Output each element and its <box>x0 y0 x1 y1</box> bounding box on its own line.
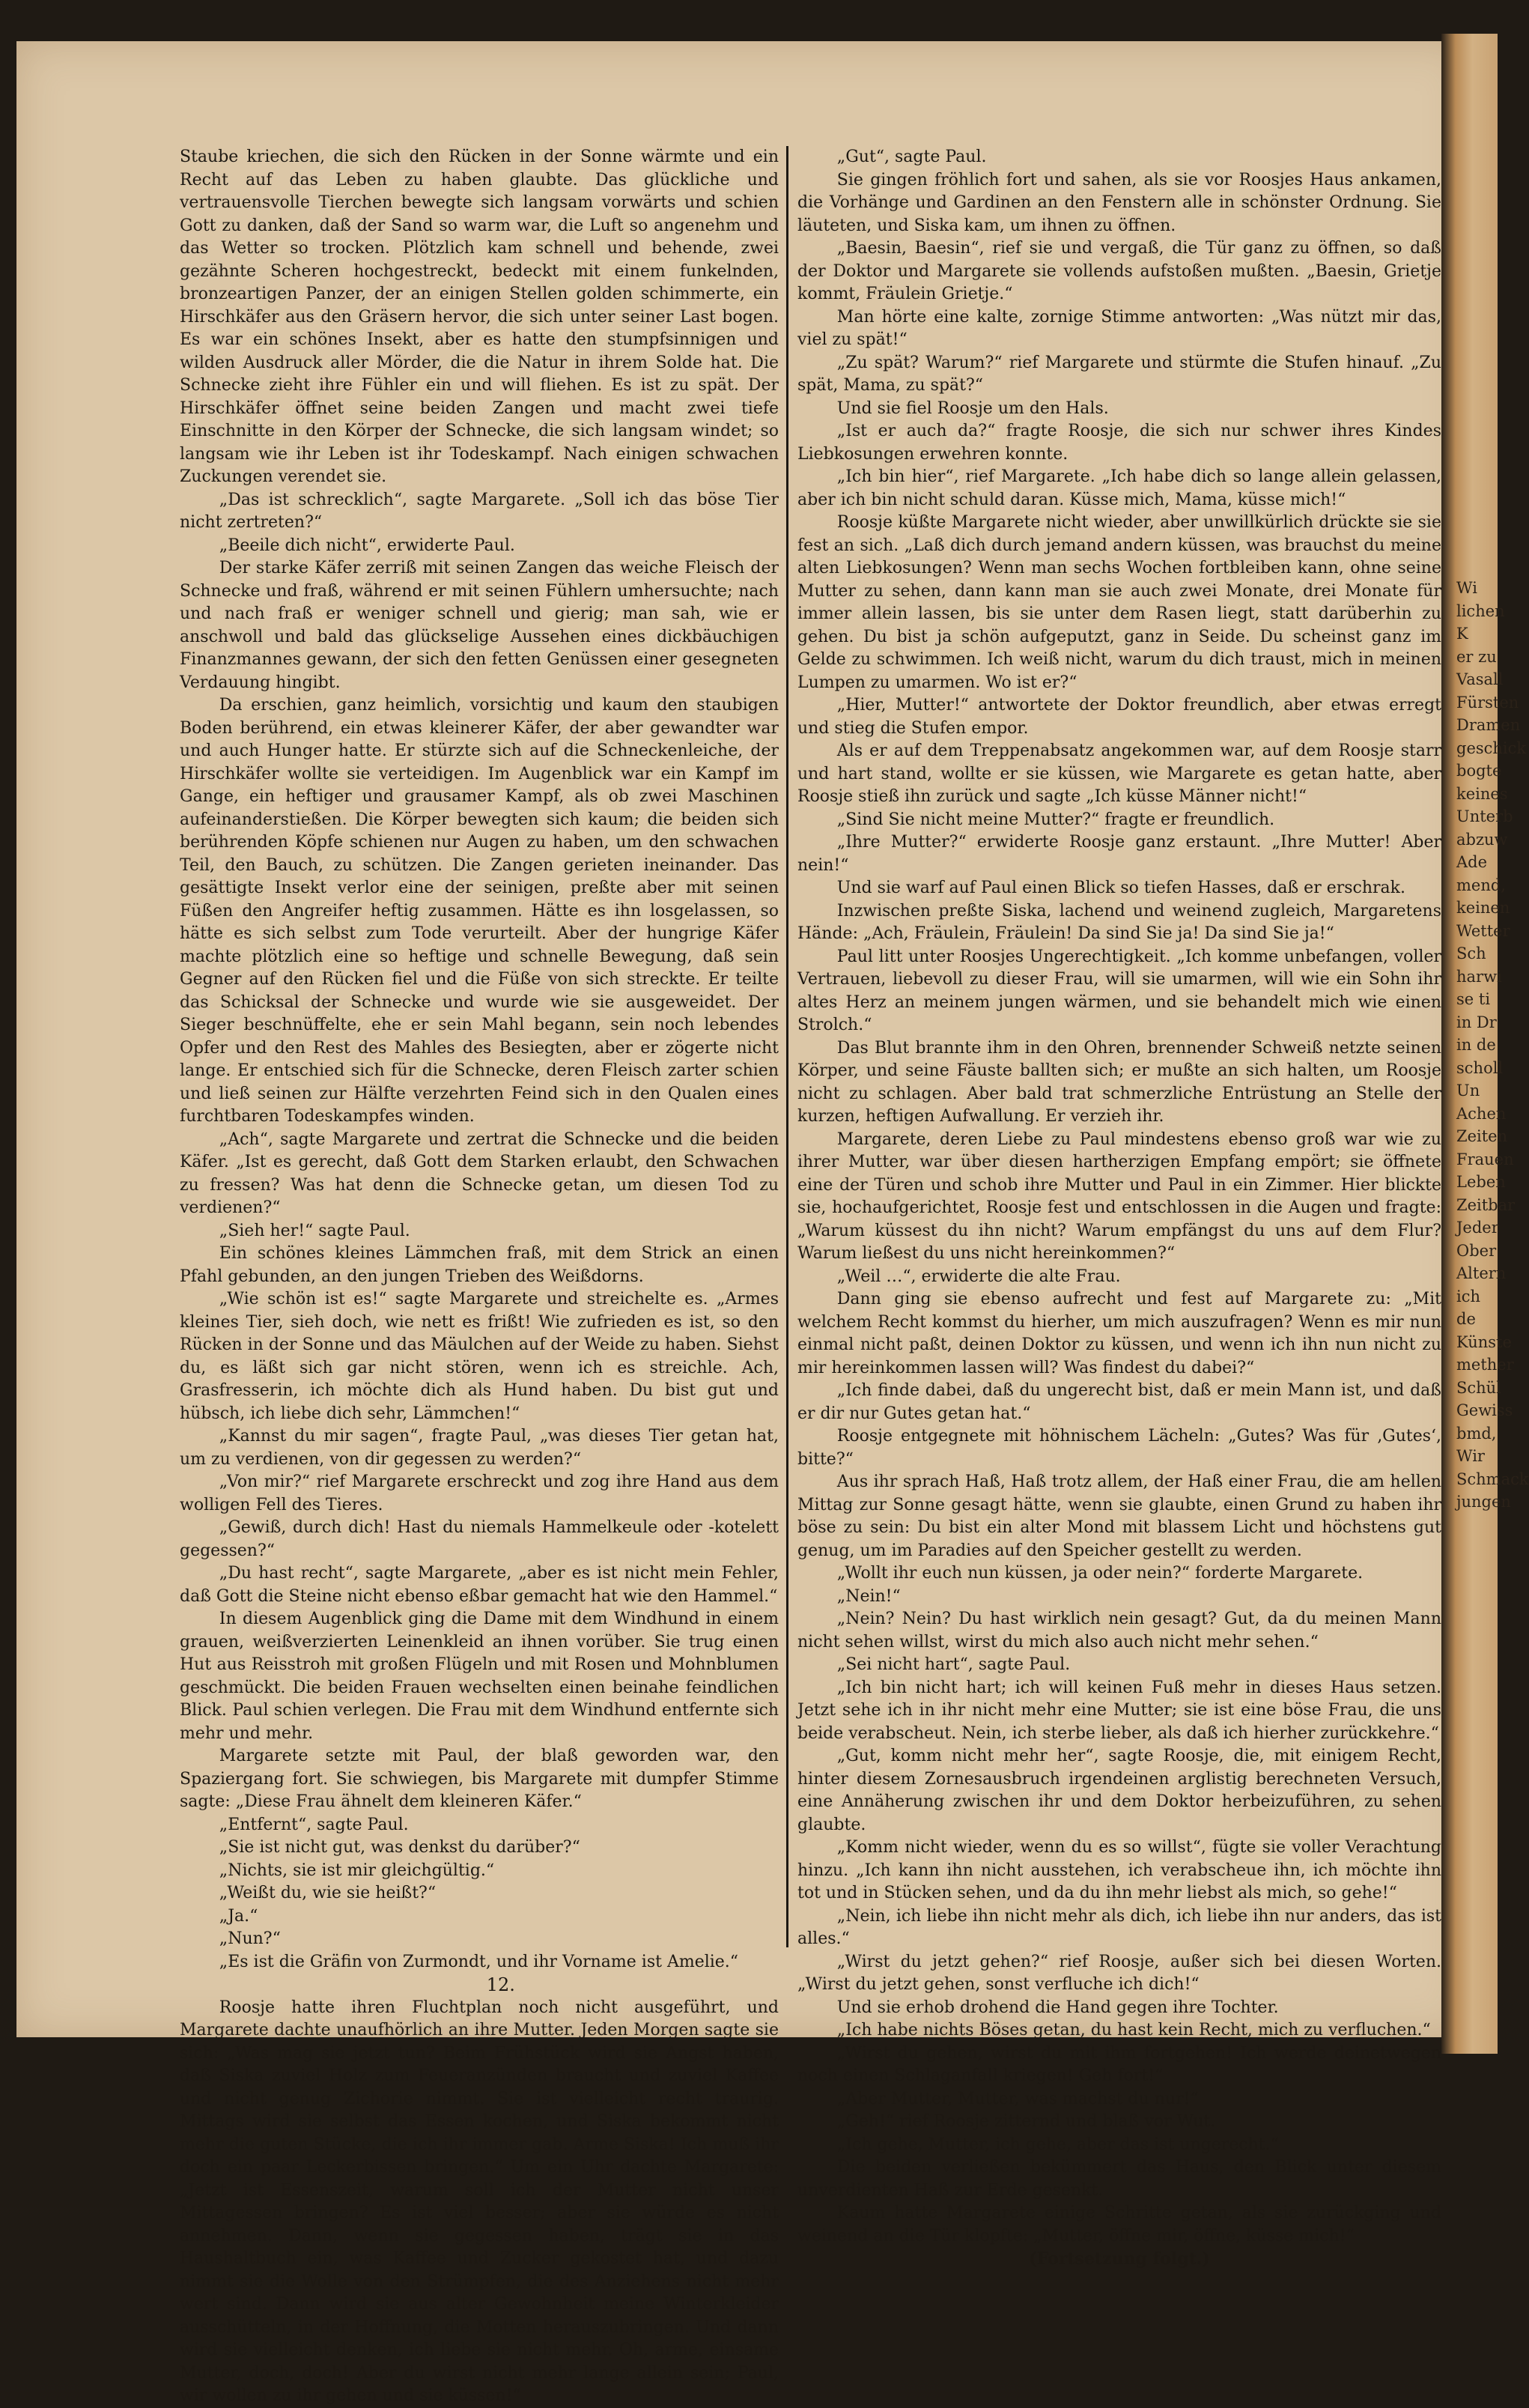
next-page-fragment: Sch <box>1456 944 1486 962</box>
next-page-fragment: Zeitbar <box>1456 1195 1516 1214</box>
paragraph: „Ich habe nichts Böses getan, du hast kein Recht, mich zu verfluchen.“ <box>836 2021 1431 2039</box>
paragraph: Staube kriechen, die sich den Rücken in der Sonne wärmte und ein Recht auf das Leben zu haben glaubte. Das glückliche und vertrauensvolle Tierchen bewegte sich langsam vorwärts und schien Gott zu danken, daß der Sand so warm war, die Luft so angenehm und das Wetter so trocken. Plötzlich kam schnell und behende, zwei gezähnte Scheren hochgestreckt, bedeckt mit einem funkelnden, bronzeartigen Panzer, der an einigen Stellen golden schimmerte, ein Hirschkäfer aus den Gräsern hervor, die sich unter seiner Last bogen. Es war ein schönes Insekt, aber es hatte den stumpfsinnigen und wilden Ausdruck aller Mörder, die die Natur in ihrem Solde hat. Die Schnecke zieht ihre Fühler ein und will fliehen. Es ist zu spät. Der Hirschkäfer öffnet seine beiden Zangen und macht zwei tiefe Einschnitte in den Körper der Schnecke, die sich langsam windet; so langsam wie ihr Leben ist ihr Todeskampf. Nach einigen schwachen Zuckungen verendet sie. <box>180 148 779 486</box>
paragraph: Und sie erhob drohend die Hand gegen ihre Tochter. <box>836 1998 1279 2017</box>
paragraph: „Hier, Mutter!“ antwortete der Doktor freundlich, aber etwas erregt und stieg die Stufen empor. <box>797 696 1441 738</box>
paragraph: Und sie fiel Roosje um den Hals. <box>836 398 1109 418</box>
paragraph: „Ja.“ <box>219 1906 258 1926</box>
paragraph: „Beeile dich nicht“, erwiderte Paul. <box>219 536 515 555</box>
paragraph: „Ihre Mutter?“ erwiderte Roosje ganz erstaunt. „Ihre Mutter! Aber nein!“ <box>797 833 1441 875</box>
next-page-fragment: scholl <box>1456 1058 1504 1077</box>
next-page-fragment: Leben <box>1456 1173 1506 1191</box>
next-page-fragment: in Dr <box>1456 1013 1497 1031</box>
paragraph: „Gut, komm nicht mehr her“, sagte Roosje, die, mit einigem Recht, hinter diesem Zornesausbruch irgendeinen arglistig berechneten Versuch, eine Annäherung zwischen ihr und dem Doktor herbeizuführen, zu sehen glaubte. <box>797 1747 1441 1834</box>
next-page-fragment: mether <box>1456 1356 1514 1374</box>
paragraph: „Wollt ihr euch nun küssen, ja oder nein?“ forderte Margarete. <box>836 1564 1364 1583</box>
paragraph: „Das ist schrecklich“, sagte Margarete. „Soll ich das böse Tier nicht zertreten?“ <box>180 490 779 532</box>
left-column <box>180 146 779 2408</box>
paragraph: „Sind Sie nicht meine Mutter?“ fragte er freundlich. <box>836 810 1275 829</box>
paragraph: „Es ist die Gräfin von Zurmondt, und ihr Vorname ist Amelie.“ <box>219 1952 739 1971</box>
paragraph: Das Blut brannte ihm in den Ohren, brennender Schweiß netzte seinen Körper, und seine Fäuste ballten sich; er mußte an sich halten, um Roosje nicht zu schlagen. Aber bald trat schmerzliche Entrüstung an Stelle der kurzen, heftigen Aufwallung. Er verzieh ihr. <box>797 1038 1441 1126</box>
next-page-fragment: Fürsten <box>1456 693 1519 712</box>
chapter-number: 12. <box>486 1974 515 1995</box>
paragraph: „Ich bin hier“, rief Margarete. „Ich habe dich so lange allein gelassen, aber ich bin nicht schuld daran. Küsse mich, Mama, küsse mich!“ <box>797 467 1441 509</box>
next-page-edge <box>1456 577 1529 1775</box>
next-page-fragment: Schül <box>1456 1378 1501 1397</box>
paragraph: „Nein, ich liebe ihn nicht mehr als dich, ich liebe ihn nur anders, das ist alles.“ <box>797 1906 1441 1948</box>
paragraph: „Ist er auch da?“ fragte Roosje, die sich nur schwer ihres Kindes Liebkosungen erwehren konnte. <box>797 422 1441 464</box>
next-page-fragment: er zu <box>1456 647 1497 666</box>
paragraph: „Sei nicht hart“, sagte Paul. <box>836 1655 1071 1674</box>
next-page-fragment: Ober <box>1456 1241 1497 1260</box>
next-page-fragment: keines <box>1456 784 1508 803</box>
paragraph: Inzwischen preßte Siska, lachend und weinend zugleich, Margaretens Hände: „Ach, Fräulein, Fräulein! Da sind Sie ja! Da sind Sie ja!“ <box>797 901 1441 943</box>
next-page-fragment: bmd, <box>1456 1424 1497 1443</box>
next-page-fragment: Vasall <box>1456 670 1504 688</box>
paragraph: „Weißt du, wie sie heißt?“ <box>219 1884 437 1902</box>
next-page-fragment: Gewiss <box>1456 1401 1513 1419</box>
next-page-fragment: mend, <box>1456 876 1506 894</box>
next-page-fragment: geschick <box>1456 739 1527 757</box>
next-page-fragment: Un <box>1456 1082 1480 1100</box>
next-page-fragment: Achen <box>1456 1104 1507 1123</box>
paragraph: „Kannst du mir sagen“, fragte Paul, „was dieses Tier getan hat, um zu verdienen, von dir gegessen zu werden?“ <box>180 1427 779 1469</box>
paragraph: „Wirst du gehen, wirst du mit ihm fortgehen! Ich werde deinetwegen noch einen Schlaganfall kriegen! Geh fort!“ <box>797 2043 1441 2085</box>
next-page-fragment: Wir <box>1456 1447 1485 1465</box>
paragraph: Man hörte eine kalte, zornige Stimme antworten: „Was nützt mir das, viel zu spät!“ <box>797 307 1441 349</box>
next-page-fragment: keinen <box>1456 899 1510 917</box>
next-page-fragment: Unterb <box>1456 807 1513 825</box>
next-page-fragment: Wi <box>1456 579 1477 597</box>
paragraph: „Sie ist nicht gut, was denkst du darüber?“ <box>219 1838 580 1857</box>
paragraph: „Nein? Nein? Du hast wirklich nein gesagt? Gut, da du meinen Mann nicht sehen willst, wirst du mich also auch nicht mehr sehen.“ <box>797 1610 1441 1652</box>
paragraph: Ein schönes kleines Lämmchen fraß, mit dem Strick an einen Pfahl gebunden, an den jungen Trieben des Weißdorns. <box>180 1244 779 1286</box>
next-page-fragment: Jeder <box>1456 1219 1499 1237</box>
paragraph: Und sie warf auf Paul einen Blick so tiefen Hasses, daß er erschrak. <box>836 879 1405 897</box>
next-page-fragment: in de <box>1456 1036 1496 1054</box>
next-page-fragment: se ti <box>1456 990 1491 1008</box>
next-page-fragment: Zeiten <box>1456 1127 1508 1145</box>
next-page-fragment: Altern <box>1456 1264 1507 1282</box>
paragraph: „Nun?“ <box>219 1929 281 1948</box>
next-page-fragment: Wetter <box>1456 921 1510 940</box>
next-page-fragment: bogte <box>1456 762 1502 780</box>
paragraph: „Zu spät? Warum?“ rief Margarete und stürmte die Stufen hinauf. „Zu spät, Mama, zu spät?“ <box>797 353 1441 395</box>
paragraph: „Gut“, sagte Paul. <box>836 148 987 166</box>
paragraph: „Gewiß, durch dich! Hast du niemals Hammelkeule oder -kotelett gegessen?“ <box>180 1518 779 1560</box>
paragraph: Dann ging sie ebenso aufrecht und fest auf Margarete zu: „Mit welchem Recht kommst du hierher, um mich auszufragen? Wenn es mir nun einmal nicht paßt, deinen Doktor zu küssen, und wenn ich ihn nun nicht zu mir hereinkommen lassen will? Was findest du dabei?“ <box>797 1290 1441 1377</box>
continuation-note: (Fortsetzung folgt.) <box>1029 2249 1210 2269</box>
paragraph: „Du hast recht“, sagte Margarete, „aber es ist nicht mein Fehler, daß Gott die Steine nicht ebenso eßbar gemacht hat wie den Hammel.“ <box>180 1564 779 1606</box>
paragraph: Roosje küßte Margarete nicht wieder, aber unwillkürlich drückte sie sie fest an sich. „Laß dich durch jemand andern küssen, was brauchst du meine alten Liebkosungen? Wenn man sechs Wochen fortbleiben kann, ohne seine Mutter zu sehen, dann kann man sie auch zwei Monate, drei Monate für immer allein lassen, bis sie unter dem Rasen liegt, statt darüberhin zu gehen. Du bist ja schön aufgeputzt, ganz in Seide. Du scheinst ganz im Gelde zu schwimmen. Ich weiß nicht, warum du dich traust, mich in meinen Lumpen zu umarmen. Wo ist er?“ <box>797 513 1441 692</box>
paragraph: Margarete setzte mit Paul, der blaß geworden war, den Spaziergang fort. Sie schwiegen, bis Margarete mit dumpfer Stimme sagte: „Diese Frau ähnelt dem kleineren Käfer.“ <box>180 1747 779 1811</box>
paragraph: „Von mir?“ rief Margarete erschreckt und zog ihre Hand aus dem wolligen Fell des Tieres. <box>180 1473 779 1514</box>
paragraph: Da erschien, ganz heimlich, vorsichtig und kaum den staubigen Boden berührend, ein etwas kleinerer Käfer, der aber gewandter war und auch Hunger hatte. Er stürzte sich auf die Schneckenleiche, der Hirschkäfer wollte sie verteidigen. Im Augenblick war ein Kampf im Gange, ein heftiger und grausamer Kampf, als ob zwei Maschinen aufeinanderstießen. Die Körper bewegten sich kaum; die beiden sich berührenden Köpfe schienen nur Augen zu haben, um den schwachen Teil, den Bauch, zu schützen. Die Zangen gerieten ineinander. Das gesättigte Insekt verlor eine der seinigen, preßte aber mit seinen Füßen den Angreifer heftig zusammen. Hätte es ihn losgelassen, so hätte es sich selbst zum Tode verurteilt. Aber der hungrige Käfer machte plötzlich eine so heftige und schnelle Bewegung, daß sein Gegner auf den Rücken fiel und die Füße von sich streckte. Er teilte das Schicksal der Schnecke und wurde wie sie ausgeweidet. Der Sieger beschnüffelte, ehe er sein Mahl begann, sein noch lebendes Opfer und den Rest des Mahles des Besiegten, aber er zögerte nicht lange. Er entschied sich für die Schnecke, deren Fleisch zarter schien und ließ seinen zur Hälfte verzehrten Feind sich in den Qualen eines furchtbaren Todeskampfes winden. <box>180 696 779 1126</box>
paragraph: „Ich bin nicht hart; ich will keinen Fuß mehr in dieses Haus setzen. Jetzt sehe ich in ihr nicht mehr eine Mutter; sie ist eine böse Frau, die uns beide verabscheut. Nein, ich sterbe lieber, als daß ich hierher zurückkehre.“ <box>797 1678 1441 1743</box>
paragraph: Der starke Käfer zerriß mit seinen Zangen das weiche Fleisch der Schnecke und fraß, während er mit seinen Fühlern umhersuchte; nach und nach fraß er weniger schnell und gierig; man sah, wie er anschwoll und bald das glückselige Aussehen eines dickbäuchigen Finanzmannes gewann, der sich den fetten Genüssen einer gesegneten Verdauung hingibt. <box>180 559 779 692</box>
paragraph: Kaum hatte Margarete einige Schritte getan, als sie zurückging und weinend an die Tür klopfte: „Mutter, öffne mir, öffne, küsse mich!“ <box>797 2204 1441 2245</box>
paragraph: In diesem Augenblick ging die Dame mit dem Windhund in einem grauen, weißverzierten Leinenkleid an ihnen vorüber. Sie trug einen Hut aus Reisstroh mit großen Flügeln und mit Rosen und Mohnblumen geschmückt. Die beiden Frauen wechselten einen beinahe feindlichen Blick. Paul schien verlegen. Die Frau mit dem Windhund entfernte sich mehr und mehr. <box>180 1610 779 1743</box>
next-page-fragment: ich de <box>1456 1287 1481 1328</box>
paragraph: Die beiden verließen bekümmert das Haus, den Blick unter diesem unverdienten Haß zur Erde gesenkt. <box>797 2158 1441 2200</box>
paragraph: Margarete, deren Liebe zu Paul mindestens ebenso groß war wie zu ihrer Mutter, war über diesen hartherzigen Empfang empört; sie öffnete eine der Türen und schob ihre Mutter und Paul in ein Zimmer. Hier blickte sie, hochaufgerichtet, Roosje fest und entschlossen in die Augen und fragte: „Warum küssest du ihn nicht? Warum empfängst du uns auf dem Flur? Warum ließest du uns nicht hereinkommen?“ <box>797 1129 1441 1263</box>
paragraph: Paul litt unter Roosjes Ungerechtigkeit. „Ich komme unbefangen, voller Vertrauen, liebevoll zu dieser Frau, will sie umarmen, will wie ein Sohn ihr altes Herz an meinem jungen wärmen, und sie behandelt mich wie einen Strolch.“ <box>797 947 1441 1034</box>
next-page-fragment: jungen <box>1456 1493 1511 1511</box>
paragraph: „Nein!“ <box>836 1586 901 1606</box>
paragraph: „Ach“, sagte Margarete und zertrat die Schnecke und die beiden Käfer. „Ist es gerecht, daß Gott dem Starken erlaubt, den Schwachen zu fressen? Was hat denn die Schnecke getan, um diesen Tod zu verdienen?“ <box>180 1129 779 1217</box>
paragraph: „Nichts, sie ist mir gleichgültig.“ <box>219 1860 495 1880</box>
next-page-fragment: Schmack <box>1456 1470 1529 1488</box>
paragraph: „Ich gehe, Mutter, ich gehe, aber das ist ungerecht.“ <box>836 2135 1279 2154</box>
next-page-fragment: abzuw <box>1456 830 1508 849</box>
paragraph: Aus ihr sprach Haß, Haß trotz allem, der Haß einer Frau, die am hellen Mittag zur Sonne gesagt hätte, wenn sie glaubte, einen Grund zu haben ihr böse zu sein: Du bist ein alter Mond mit blassem Licht und höchstens gut genug, um im Paradies auf den Speicher gestellt zu werden. <box>797 1473 1441 1560</box>
paragraph: „Weil …“, erwiderte die alte Frau. <box>836 1267 1121 1286</box>
next-page-fragment: lichen K <box>1456 601 1505 643</box>
paragraph: „Entfernt“, sagte Paul. <box>219 1815 409 1834</box>
column-rule <box>786 146 788 1947</box>
paragraph: „Komm nicht wieder, wenn du es so willst“, fügte sie voller Verachtung hinzu. „Ich kann ihn nicht ausstehen, ich verabscheue ihn, ich möchte ihn tot und in Stücken sehen, und da du ihn mehr liebst als mich, so gehe!“ <box>797 1838 1441 1902</box>
next-page-fragment: harwi <box>1456 967 1502 986</box>
next-page-fragment: Künste <box>1456 1332 1512 1351</box>
paragraph: „Sieh her!“ sagte Paul. <box>219 1221 410 1240</box>
paragraph: Roosje hatte ihren Fluchtplan noch nicht ausgeführt, und Margarete dachte unaufhörlich an ihre Mutter. Jeden Morgen sagte sie sich: „Was mag sie jetzt tun? Beim Frühstück wird sie Angst haben, daß Siska zuviel Holz zum Feueranzünden braucht und zuviel Kaffee und nicht genug Zichorie nimmt. Sie ist vielleicht recht traurig. Mittags wird sie selbst das Essen kochen, und Siska bekommt nicht mehr die guten Stücke, die ich ihr immer gab. Arme Siska! Ich muß ihr doch ein paar Leckerbissen bringen.“ Um ein Uhr dachte Margarete: „Jetzt ist Essenszeit, warum soll ich der Mutter nicht unser Mittagessen bringen? Es ist viel besser; aber sie würde es nicht annehmen. Dann, wenn sie gegessen haben, trägt sie in das Haushaltbuch ein, was Kaffee und Zucker gekostet hat, und dazu nimmt sie die Wolle von den Strümpfen, die des Anziehens nicht mehr wert sind. Dann wird sie aus alter Gewohnheit meine Winterkleider ausschütteln, in der Hoffnung, die Motten herauszubringen. Und dann wird sie vielleicht denken, ich liebe sie nicht mehr. Oh, arme, einsame Mutter, doch, doch! Aber du wirst nicht mehr lange allein sein; Paul, wir wollen zu ihr gehen und sie küssen!“ <box>180 1998 779 2405</box>
next-page-fragment: Frauen <box>1456 1150 1514 1168</box>
paragraph: Als er auf dem Treppenabsatz angekommen war, auf dem Roosje starr und hart stand, wollte er sie küssen, wie Margarete es getan hatte, aber Roosje stieß ihn zurück und sagte „Ich küsse Männer nicht!“ <box>797 741 1441 806</box>
paragraph: „Geh!“ rief Roosje zitternd und blaß vor Wut. <box>836 2112 1216 2131</box>
next-page-fragment: Dramen <box>1456 716 1521 734</box>
paragraph: Sie gingen fröhlich fort und sahen, als sie vor Roosjes Haus ankamen, die Vorhänge und Gardinen an den Fenstern alle in schönster Ordnung. Sie läuteten, und Siska kam, um ihnen zu öffnen. <box>797 170 1441 235</box>
paragraph: Roosje entgegnete mit höhnischem Lächeln: „Gutes? Was für ‚Gutes‘, bitte?“ <box>797 1427 1441 1469</box>
paragraph: „Wirst du jetzt gehen?“ rief Roosje, außer sich bei diesen Worten. „Wirst du jetzt gehen, sonst verfluche ich dich!“ <box>797 1952 1441 1994</box>
paragraph: „Baesin, Baesin“, rief sie und vergaß, die Tür ganz zu öffnen, so daß der Doktor und Margarete sie vollends aufstoßen mußten. „Baesin, Grietje kommt, Fräulein Grietje.“ <box>797 239 1441 303</box>
paragraph: „Aber Mutter, Mutter, was machst du nur!“ <box>836 2089 1199 2108</box>
right-column <box>797 146 1441 2271</box>
next-page-fragment: Ade <box>1456 853 1488 871</box>
paragraph: „Ich finde dabei, daß du ungerecht bist, daß er mein Mann ist, und daß er dir nur Gutes getan hat.“ <box>797 1381 1441 1423</box>
paragraph: „Wie schön ist es!“ sagte Margarete und streichelte es. „Armes kleines Tier, sieh doch, wie nett es frißt! Wie zufrieden es ist, so den Rücken in der Sonne und das Mäulchen auf der Weide zu haben. Siehst du, es läßt sich gar nicht stören, wenn ich es streichle. Ach, Grasfresserin, ich möchte dich als Hund haben. Du bist gut und hübsch, ich liebe dich sehr, Lämmchen!“ <box>180 1290 779 1423</box>
